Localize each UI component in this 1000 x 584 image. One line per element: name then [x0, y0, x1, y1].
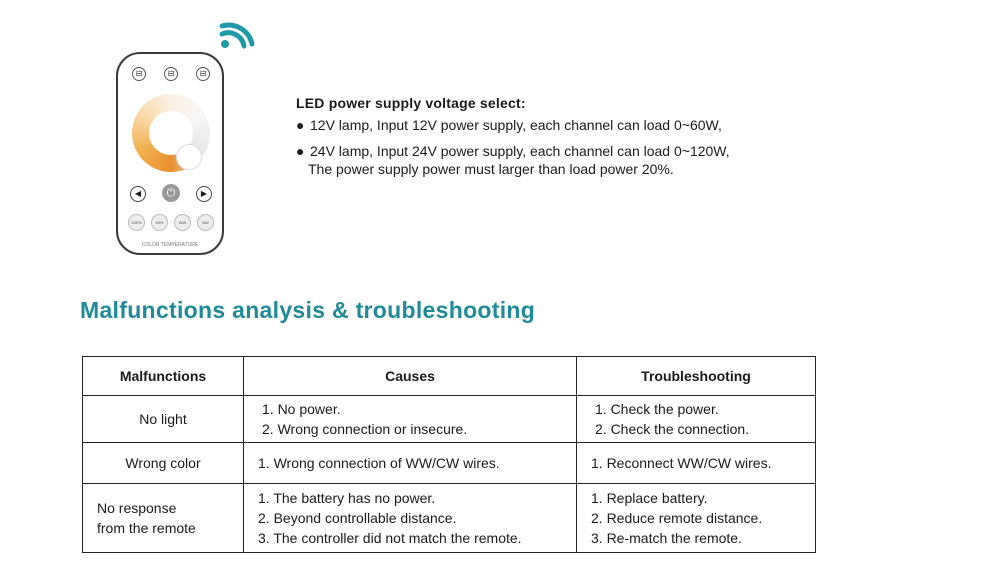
preset-buttons	[128, 214, 214, 231]
bullet-icon: ●	[296, 117, 305, 133]
preset-button: NW	[197, 214, 214, 231]
troubleshooting-table	[82, 356, 816, 553]
fixes-cell: 1. Check the power. 2. Check the connection.	[577, 396, 816, 443]
causes-cell: 1. Wrong connection of WW/CW wires.	[244, 443, 577, 484]
preset-button: 50%	[151, 214, 168, 231]
voltage-item: ● 24V lamp, Input 24V power supply, each channel can load 0~120W,	[296, 143, 730, 159]
fixes-cell: 1. Replace battery. 2. Reduce remote distance. 3. Re-match the remote.	[577, 484, 816, 553]
malfunction-cell: Wrong color	[83, 443, 244, 484]
malfunction-cell: No light	[83, 396, 244, 443]
causes-cell: 1. No power. 2. Wrong connection or insecure.	[244, 396, 577, 443]
mode-button-icon: ⊟	[196, 67, 210, 81]
left-arrow-icon: ◀	[130, 186, 146, 202]
voltage-select-info	[296, 95, 856, 177]
fixes-cell: 1. Reconnect WW/CW wires.	[577, 443, 816, 484]
remote-control-image	[116, 52, 224, 255]
malfunction-cell: No response from the remote	[83, 484, 244, 553]
table-row	[83, 443, 816, 484]
wifi-signal-icon	[214, 8, 260, 54]
remote-label: COLOR TEMPERATURE	[141, 242, 199, 248]
table-row	[83, 396, 816, 443]
voltage-note: The power supply power must larger than load power 20%.	[308, 161, 674, 177]
power-icon: ⏻	[162, 184, 180, 202]
mode-button-icon: ⊟	[164, 67, 178, 81]
column-header: Malfunctions	[83, 357, 244, 396]
section-title: Malfunctions analysis & troubleshooting	[80, 297, 536, 323]
causes-cell: 1. The battery has no power. 2. Beyond controllable distance. 3. The controller did not match the remote.	[244, 484, 577, 553]
voltage-heading: LED power supply voltage select:	[296, 95, 526, 111]
mode-button-icon: ⊟	[132, 67, 146, 81]
bullet-icon: ●	[296, 143, 305, 159]
voltage-item: ● 12V lamp, Input 12V power supply, each channel can load 0~60W,	[296, 117, 722, 133]
preset-button: 100%	[128, 214, 145, 231]
right-arrow-icon: ▶	[196, 186, 212, 202]
column-header: Causes	[244, 357, 577, 396]
table-header-row	[83, 357, 816, 396]
color-temperature-wheel	[132, 94, 210, 172]
column-header: Troubleshooting	[577, 357, 816, 396]
preset-button: WW	[174, 214, 191, 231]
table-row	[83, 484, 816, 553]
